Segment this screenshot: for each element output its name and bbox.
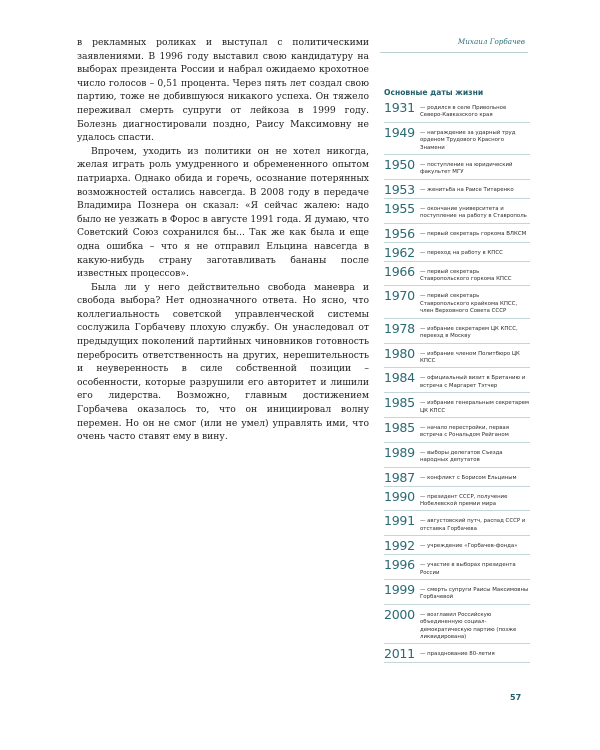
timeline-entry (384, 101, 530, 120)
timeline-entry (384, 289, 530, 315)
timeline-year: 1949 (384, 124, 415, 140)
timeline-entry (384, 202, 530, 221)
timeline-event: — первый секретарь горкома ВЛКСМ (420, 230, 527, 237)
running-head: Михаил Горбачев (457, 37, 525, 46)
timeline-divider (384, 417, 530, 418)
timeline-divider (384, 122, 530, 123)
timeline-list (384, 101, 530, 663)
timeline-entry (384, 514, 530, 533)
timeline-year: 1984 (384, 370, 415, 386)
timeline-year: 1985 (384, 395, 415, 411)
paragraph: Была ли у него действительно свобода маневра и свобода выбора? Нет однозначного ответа. Но ясно, что коллегиальность советской управленческой системы сослужила Горбачеву плохую службу. Он унаследовал от предыдущих поколений партийных чиновников готовность перебросить ответственность на других, нерешительность и неуверенность в силе собственной позиции – особенности, которые разрушили его авторитет и лишили его лидерства. Возможно, главным достижением Горбачева оказалось то, что он инициировал волну перемен. Но он не смог (или не умел) управлять ими, что очень часто ставят ему в вину. (77, 281, 369, 443)
timeline-year: 1978 (384, 320, 415, 336)
timeline-entry (384, 490, 530, 509)
timeline-year: 1953 (384, 181, 415, 197)
timeline-entry (384, 322, 530, 341)
timeline-divider (384, 179, 530, 180)
timeline-event: — возглавил Российскую объединенную социал-демократическую партию (позже ликвидирована) (420, 611, 517, 641)
timeline-event: — избрание генеральным секретарем ЦК КПСС (420, 400, 530, 414)
timeline-year: 2000 (384, 606, 415, 622)
timeline-year: 1956 (384, 225, 415, 241)
page-number: 57 (510, 693, 522, 702)
timeline-event: — первый секретарь Ставропольского крайкома КПСС, член Верховного Совета СССР (420, 293, 518, 315)
timeline-divider (384, 604, 530, 605)
timeline-year: 1992 (384, 538, 415, 554)
timeline-divider (384, 467, 530, 468)
timeline-entry (384, 265, 530, 284)
timeline-divider (384, 442, 530, 443)
timeline-year: 1966 (384, 263, 415, 279)
timeline-event: — награждение за ударный труд орденом Трудового Красного Знамени (420, 129, 516, 151)
timeline-event: — избрание секретарем ЦК КПСС, переезд в Москву (420, 325, 518, 340)
timeline-divider (384, 154, 530, 155)
timeline-event: — конфликт с Борисом Ельциным (420, 474, 517, 481)
timeline-entry (384, 539, 530, 552)
timeline-year: 1987 (384, 469, 415, 485)
timeline-event: — поступление на юридический факультет МГУ (420, 162, 513, 176)
timeline-event: — смерть супруги Раисы Максимовны Горбачевой (420, 587, 529, 601)
timeline-event: — окончание университета и поступление на работу в Ставрополь (420, 205, 527, 220)
timeline-year: 1980 (384, 345, 415, 361)
header-divider (380, 52, 528, 53)
timeline-divider (384, 486, 530, 487)
timeline-year: 1962 (384, 244, 415, 260)
timeline-entry (384, 558, 530, 577)
timeline-entry (384, 421, 530, 440)
timeline-entry (384, 371, 530, 390)
timeline-divider (384, 223, 530, 224)
timeline-event: — официальный визит в Британию и встреча с Маргарет Тэтчер (420, 375, 526, 389)
timeline-sidebar (384, 88, 530, 666)
timeline-divider (384, 343, 530, 344)
timeline-year: 1990 (384, 488, 415, 504)
timeline-entry (384, 158, 530, 177)
paragraph: Впрочем, уходить из политики он не хотел никогда, желая играть роль умудренного и обремененного опытом патриарха. Однако обида и горечь, осознание потерянных возможностей остались навсегда. В 2008 году в передаче Владимира Познера он сказал: «Я сейчас жалею: надо было не уезжать в Форос в августе 1991 года. Я думаю, что Советский Союз сохранился бы... Так же как была и еще одна ошибка – что я не отправил Ельцина навсегда в какую-нибудь страну заготавливать бананы после известных процессов». (77, 145, 369, 280)
timeline-divider (384, 643, 530, 644)
timeline-event: — августовский путч, распад СССР и отставка Горбачева (420, 518, 526, 532)
timeline-entry (384, 396, 530, 415)
timeline-divider (384, 198, 530, 199)
timeline-year: 1950 (384, 157, 415, 173)
timeline-divider (384, 242, 530, 243)
timeline-event: — женитьба на Раисе Титаренко (420, 186, 514, 193)
timeline-event: — участие в выборах президента России (420, 562, 516, 576)
timeline-year: 1970 (384, 288, 415, 304)
timeline-divider (384, 285, 530, 286)
timeline-event: — выборы делегатов Съезда народных депутатов (420, 449, 503, 464)
timeline-divider (384, 392, 530, 393)
timeline-divider (384, 554, 530, 555)
timeline-entry (384, 608, 530, 642)
timeline-event: — начало перестройки, первая встреча с Рональдом Рейганом (420, 424, 509, 439)
timeline-year: 1985 (384, 419, 415, 435)
main-text-column (77, 36, 369, 444)
timeline-entry (384, 583, 530, 602)
timeline-year: 1999 (384, 582, 415, 597)
timeline-divider (384, 662, 530, 663)
paragraph: в рекламных роликах и выступал с политическими заявлениями. В 1996 году выставил свою кандидатуру на выборах президента России и набрал ожидаемо крохотное число голосов – 0,51 процента. Через пять лет создал свою партию, тоже не добившуюся никакого успеха. Он тяжело переживал смерть супруги от лейкоза в 1999 году. Болезнь диагностировали поздно, Раису Максимовну не удалось спасти. (77, 37, 369, 144)
timeline-event: — празднование 80-летия (420, 651, 495, 658)
timeline-year: 1996 (384, 557, 415, 573)
timeline-entry (384, 183, 530, 196)
timeline-entry (384, 246, 530, 259)
timeline-divider (384, 318, 530, 319)
timeline-divider (384, 535, 530, 536)
timeline-event: — президент СССР, получение Нобелевской премии мира (420, 493, 508, 507)
timeline-divider (384, 579, 530, 580)
sidebar-title: Основные даты жизни (384, 88, 484, 97)
timeline-year: 1931 (384, 100, 415, 115)
timeline-year: 1989 (384, 444, 415, 460)
timeline-divider (384, 261, 530, 262)
timeline-entry (384, 647, 530, 660)
timeline-entry (384, 126, 530, 152)
timeline-entry (384, 347, 530, 366)
timeline-event: — учреждение «Горбачев-фонда» (420, 543, 518, 550)
timeline-entry (384, 471, 530, 484)
timeline-event: — родился в селе Привольное Северо-Кавказского края (420, 105, 507, 119)
timeline-event: — первый секретарь Ставропольского горкома КПСС (420, 268, 512, 283)
timeline-year: 1955 (384, 200, 415, 216)
timeline-entry (384, 227, 530, 240)
timeline-event: — избрание членом Политбюро ЦК КПСС (420, 350, 520, 364)
timeline-divider (384, 367, 530, 368)
timeline-year: 1991 (384, 513, 415, 529)
timeline-entry (384, 446, 530, 465)
timeline-year: 2011 (384, 646, 415, 662)
timeline-divider (384, 510, 530, 511)
timeline-event: — переход на работу в КПСС (420, 249, 503, 256)
